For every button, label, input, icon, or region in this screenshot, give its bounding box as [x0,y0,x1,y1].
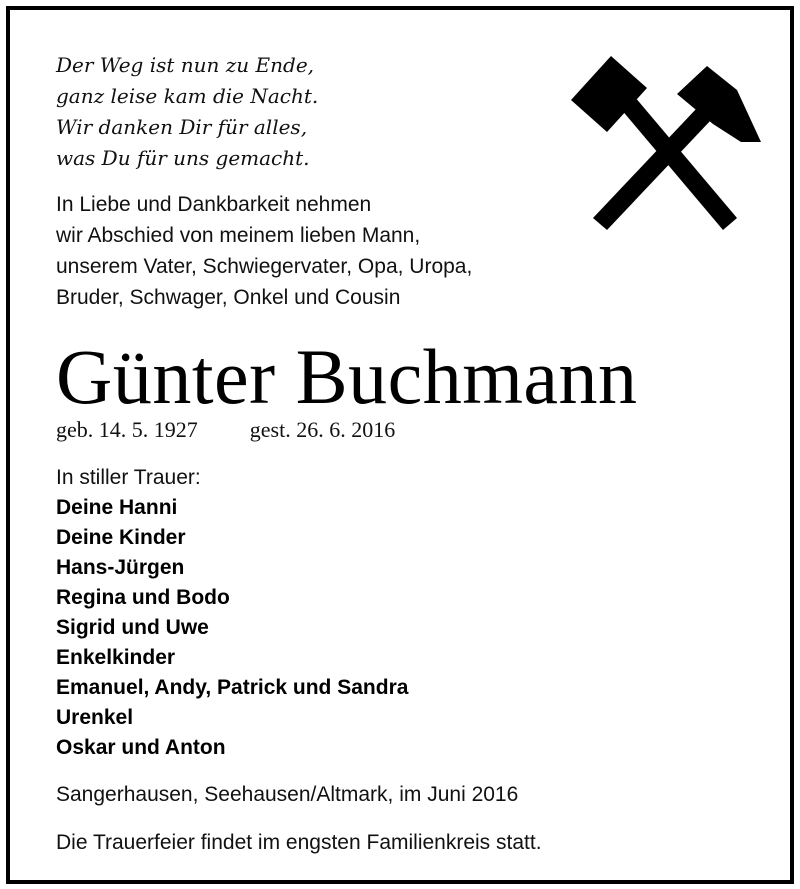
life-dates [56,415,395,445]
intro-line: wir Abschied von meinem lieben Mann, [56,224,421,247]
poem-line: Wir danken Dir für alles, [56,115,308,139]
deceased-name: Günter Buchmann [56,333,638,420]
intro-line: Bruder, Schwager, Onkel und Cousin [56,286,401,309]
birth-date: geb. 14. 5. 1927 [56,417,198,442]
mourner-name: Enkelkinder [56,646,176,669]
mourner-name: Emanuel, Andy, Patrick und Sandra [56,676,409,699]
poem [56,50,318,174]
poem-line: Der Weg ist nun zu Ende, [56,53,315,77]
mourner-name: Hans-Jürgen [56,556,185,579]
poem-line: was Du für uns gemacht. [56,146,310,170]
funeral-note: Die Trauerfeier findet im engsten Familienkreis statt. [56,831,542,854]
mourner-name: Regina und Bodo [56,586,230,609]
poem-line: ganz leise kam die Nacht. [56,84,319,108]
mourning-label: In stiller Trauer: [56,466,201,489]
crossed-hammers-icon [565,50,765,235]
mourner-name: Urenkel [56,706,134,729]
death-date: gest. 26. 6. 2016 [249,417,396,442]
mourners-list [56,493,408,763]
mourner-name: Deine Hanni [56,496,178,519]
mourner-name: Oskar und Anton [56,736,226,759]
intro-text [56,189,472,313]
obituary-notice [6,6,794,884]
mourner-name: Deine Kinder [56,526,186,549]
intro-line: In Liebe und Dankbarkeit nehmen [56,193,372,216]
place-and-date: Sangerhausen, Seehausen/Altmark, im Juni 2016 [56,783,519,806]
mourner-name: Sigrid und Uwe [56,616,209,639]
intro-line: unserem Vater, Schwiegervater, Opa, Uropa, [56,255,473,278]
